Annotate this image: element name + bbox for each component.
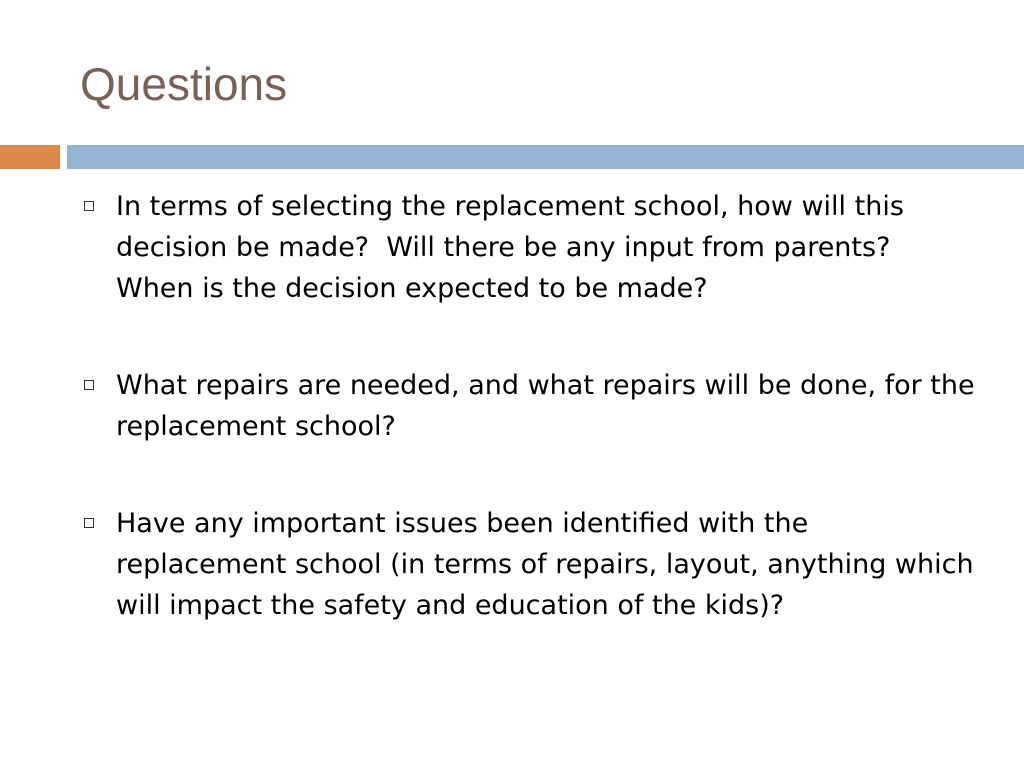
bullet-text: What repairs are needed, and what repairs will be done, for the replacement school? <box>116 370 984 442</box>
accent-bar-orange <box>0 145 60 169</box>
square-bullet-icon <box>84 518 94 528</box>
slide-title: Questions <box>80 58 288 110</box>
square-bullet-icon <box>84 380 94 390</box>
bullet-item <box>82 503 982 626</box>
bullet-list <box>82 186 982 626</box>
square-bullet-icon <box>84 201 94 211</box>
bullet-item <box>82 186 982 309</box>
bullet-item <box>82 365 982 447</box>
bullet-text: In terms of selecting the replacement school, how will this decision be made? Will there be any input from parents? When is the decision expected to be made? <box>116 191 913 304</box>
bullet-text: Have any important issues been identified with the replacement school (in terms of repairs, layout, anything which will impact the safety and education of the kids)? <box>116 508 983 621</box>
accent-bar-blue <box>67 145 1024 169</box>
